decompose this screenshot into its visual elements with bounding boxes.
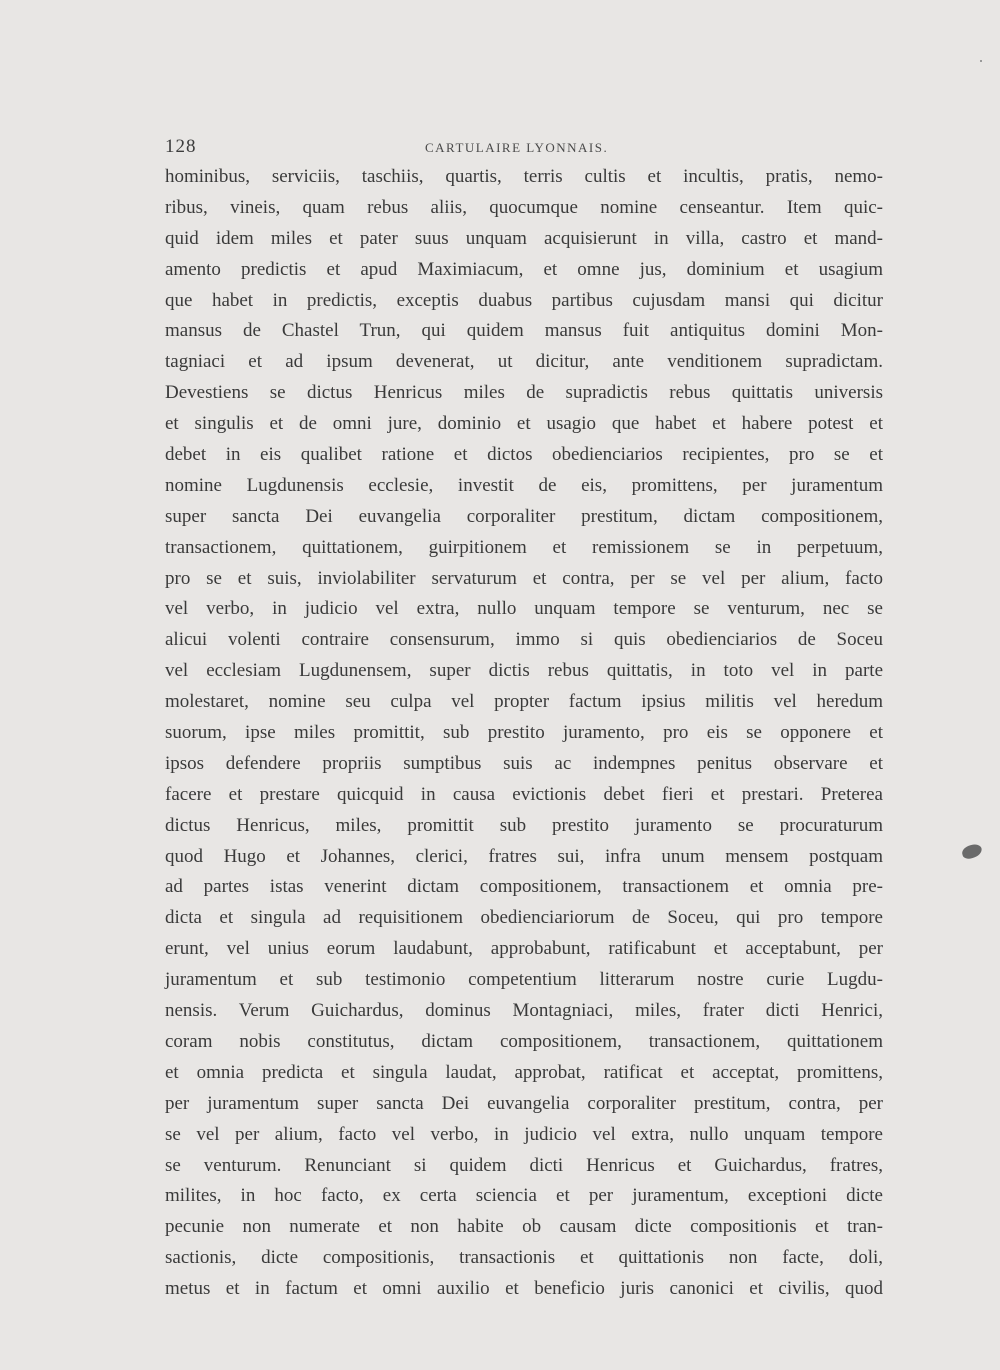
text-line: debet in eis qualibet ratione et dictos obedienciarios recipientes, pro se et [165,444,883,466]
page-number: 128 [165,136,197,157]
text-line: tagniaci et ad ipsum devenerat, ut dicitur, ante venditionem supradictam. [165,351,883,373]
text-line: ribus, vineis, quam rebus aliis, quocumque nomine censeantur. Item quic- [165,196,883,218]
text-line: amento predictis et apud Maximiacum, et omne jus, dominium et usagium [165,258,883,280]
text-line: ipsos defendere propriis sumptibus suis ac indempnes penitus observare et [165,752,883,774]
body-text [165,162,883,1305]
text-line: dictus Henricus, miles, promittit sub prestito juramento se procuraturum [165,814,883,836]
text-line: sactionis, dicte compositionis, transactionis et quittationis non facte, doli, [165,1247,883,1269]
text-line: Devestiens se dictus Henricus miles de supradictis rebus quittatis universis [165,382,883,404]
text-line: facere et prestare quicquid in causa evictionis debet fieri et prestari. Preterea [165,783,883,805]
text-line: vel verbo, in judicio vel extra, nullo unquam tempore se venturum, nec se [165,598,883,620]
text-line: se venturum. Renunciant si quidem dicti Henricus et Guichardus, fratres, [165,1154,883,1176]
text-line: nomine Lugdunensis ecclesie, investit de eis, promittens, per juramentum [165,474,883,496]
text-line: quod Hugo et Johannes, clerici, fratres sui, infra unum mensem postquam [165,845,883,867]
text-line: pecunie non numerate et non habite ob causam dicte compositionis et tran- [165,1216,883,1238]
text-line: super sancta Dei euvangelia corporaliter prestitum, dictam compositionem, [165,505,883,527]
text-line: molestaret, nomine seu culpa vel propter factum ipsius militis vel heredum [165,691,883,713]
text-line: milites, in hoc facto, ex certa sciencia et per juramentum, exceptioni dicte [165,1185,883,1207]
text-line: hominibus, serviciis, taschiis, quartis, terris cultis et incultis, pratis, nemo- [165,166,883,187]
running-head: CARTULAIRE LYONNAIS. [425,140,609,155]
text-line: metus et in factum et omni auxilio et beneficio juris canonici et civilis, quod [165,1278,883,1300]
ink-blot [961,843,984,861]
text-line: coram nobis constitutus, dictam compositionem, transactionem, quittationem [165,1030,883,1052]
text-line: et singulis et de omni jure, dominio et usagio que habet et habere potest et [165,413,883,435]
text-line: quid idem miles et pater suus unquam acquisierunt in villa, castro et mand- [165,227,883,249]
text-line: mansus de Chastel Trun, qui quidem mansus fuit antiquitus domini Mon- [165,320,883,342]
text-line: suorum, ipse miles promittit, sub prestito juramento, pro eis se opponere et [165,722,883,744]
text-line: transactionem, quittationem, guirpitionem et remissionem se in perpetuum, [165,536,883,558]
text-line: se vel per alium, facto vel verbo, in judicio vel extra, nullo unquam tempore [165,1123,883,1145]
text-line: pro se et suis, inviolabiliter servaturum et contra, per se vel per alium, facto [165,567,883,589]
text-line: et omnia predicta et singula laudat, approbat, ratificat et acceptat, promittens, [165,1061,883,1083]
paper-speck [980,60,982,62]
text-line: juramentum et sub testimonio competentium litterarum nostre curie Lugdu- [165,969,883,991]
text-line: alicui volenti contraire consensurum, immo si quis obedienciarios de Soceu [165,629,883,651]
text-line: ad partes istas venerint dictam compositionem, transactionem et omnia pre- [165,876,883,898]
text-line: vel ecclesiam Lugdunensem, super dictis rebus quittatis, in toto vel in parte [165,660,883,682]
text-line: que habet in predictis, exceptis duabus partibus cujusdam mansi qui dicitur [165,289,883,311]
text-line: per juramentum super sancta Dei euvangelia corporaliter prestitum, contra, per [165,1092,883,1114]
text-line: erunt, vel unius eorum laudabunt, approbabunt, ratificabunt et acceptabunt, per [165,938,883,960]
text-line: dicta et singula ad requisitionem obedienciariorum de Soceu, qui pro tempore [165,907,883,929]
text-line: nensis. Verum Guichardus, dominus Montagniaci, miles, frater dicti Henrici, [165,1000,883,1022]
page-header [165,136,885,162]
